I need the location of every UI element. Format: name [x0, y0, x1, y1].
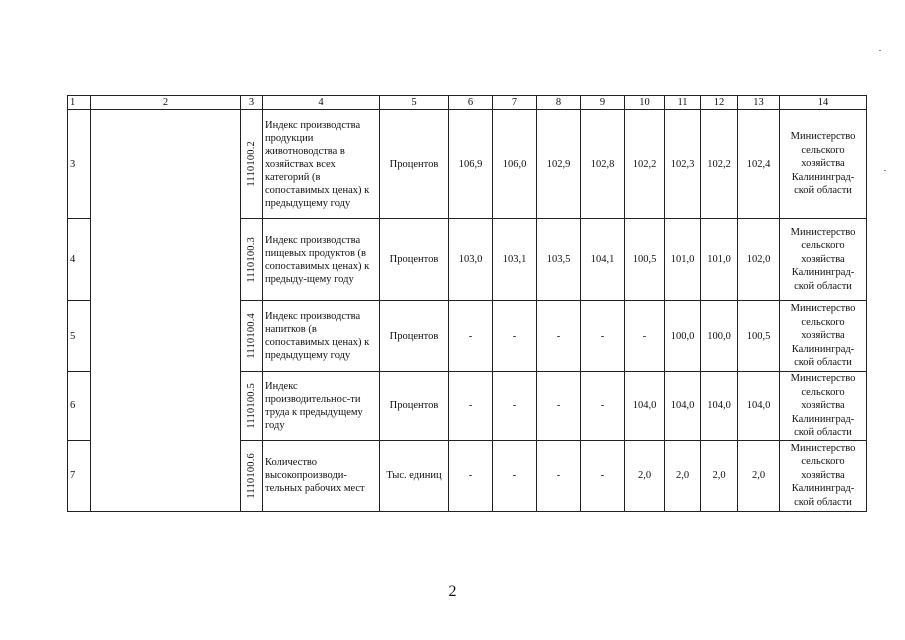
value-cell: -: [493, 372, 537, 441]
header-cell-3: 3: [241, 96, 263, 110]
value-cell: 104,0: [665, 372, 701, 441]
header-cell-12: 12: [701, 96, 738, 110]
value-cell: 102,0: [738, 219, 780, 301]
unit-cell: Процентов: [380, 301, 449, 372]
value-cell: -: [449, 440, 493, 511]
indicator-code-text: 1110100.3: [246, 236, 257, 283]
header-cell-2: 2: [91, 96, 241, 110]
value-cell: 2,0: [665, 440, 701, 511]
header-cell-4: 4: [263, 96, 380, 110]
value-cell: -: [581, 440, 625, 511]
value-cell: -: [537, 372, 581, 441]
indicator-code: [241, 301, 263, 372]
row-number: 4: [68, 219, 91, 301]
header-cell-14: 14: [780, 96, 867, 110]
value-cell: -: [581, 372, 625, 441]
value-cell: 100,5: [738, 301, 780, 372]
indicator-code-text: 1110100.6: [246, 452, 257, 499]
header-cell-13: 13: [738, 96, 780, 110]
row-number: 5: [68, 301, 91, 372]
responsible-cell: Министерство сельского хозяйства Калининград-ской области: [780, 110, 867, 219]
value-cell: 100,5: [625, 219, 665, 301]
value-cell: 2,0: [701, 440, 738, 511]
value-cell: 106,0: [493, 110, 537, 219]
value-cell: 2,0: [625, 440, 665, 511]
header-cell-5: 5: [380, 96, 449, 110]
header-cell-10: 10: [625, 96, 665, 110]
value-cell: -: [493, 301, 537, 372]
indicator-code: [241, 110, 263, 219]
unit-cell: Процентов: [380, 372, 449, 441]
value-cell: 104,0: [701, 372, 738, 441]
indicator-name: Индекс производительнос-ти труда к предыдущему году: [263, 372, 380, 441]
indicator-name: Индекс производства продукции животноводства в хозяйствах всех категорий (в сопоставимых ценах) к предыдущему году: [263, 110, 380, 219]
value-cell: -: [537, 301, 581, 372]
row-number: 3: [68, 110, 91, 219]
header-cell-7: 7: [493, 96, 537, 110]
table-row: [68, 110, 867, 219]
indicator-code: [241, 372, 263, 441]
header-row: [68, 96, 867, 110]
scan-speck: [879, 50, 881, 51]
value-cell: 103,0: [449, 219, 493, 301]
value-cell: 104,0: [625, 372, 665, 441]
unit-cell: Процентов: [380, 219, 449, 301]
indicator-name: Количество высокопроизводи-тельных рабочих мест: [263, 440, 380, 511]
value-cell: 102,3: [665, 110, 701, 219]
header-cell-6: 6: [449, 96, 493, 110]
header-cell-8: 8: [537, 96, 581, 110]
header-cell-11: 11: [665, 96, 701, 110]
responsible-cell: Министерство сельского хозяйства Калининград-ской области: [780, 301, 867, 372]
value-cell: 2,0: [738, 440, 780, 511]
indicator-name: Индекс производства напитков (в сопоставимых ценах) к предыдущему году: [263, 301, 380, 372]
value-cell: 102,9: [537, 110, 581, 219]
unit-cell: Процентов: [380, 110, 449, 219]
merged-column-2: [91, 110, 241, 512]
row-number: 6: [68, 372, 91, 441]
value-cell: 104,1: [581, 219, 625, 301]
value-cell: 106,9: [449, 110, 493, 219]
indicator-code-text: 1110100.2: [246, 141, 257, 187]
value-cell: 103,5: [537, 219, 581, 301]
indicator-code-text: 1110100.5: [246, 382, 257, 429]
indicator-code-text: 1110100.4: [246, 313, 257, 359]
responsible-cell: Министерство сельского хозяйства Калининград-ской области: [780, 372, 867, 441]
value-cell: 102,2: [625, 110, 665, 219]
responsible-cell: Министерство сельского хозяйства Калининград-ской области: [780, 219, 867, 301]
row-number: 7: [68, 440, 91, 511]
indicator-code: [241, 440, 263, 511]
value-cell: 102,4: [738, 110, 780, 219]
value-cell: 102,2: [701, 110, 738, 219]
value-cell: 102,8: [581, 110, 625, 219]
value-cell: 103,1: [493, 219, 537, 301]
header-cell-9: 9: [581, 96, 625, 110]
value-cell: -: [581, 301, 625, 372]
scan-speck: [884, 170, 886, 171]
indicator-name: Индекс производства пищевых продуктов (в сопоставимых ценах) к предыду-щему году: [263, 219, 380, 301]
value-cell: 100,0: [665, 301, 701, 372]
header-cell-1: 1: [68, 96, 91, 110]
value-cell: 100,0: [701, 301, 738, 372]
value-cell: -: [625, 301, 665, 372]
value-cell: -: [537, 440, 581, 511]
page-number: 2: [448, 583, 457, 600]
indicators-table: [67, 95, 867, 512]
indicator-code: [241, 219, 263, 301]
value-cell: 101,0: [665, 219, 701, 301]
value-cell: -: [493, 440, 537, 511]
responsible-cell: Министерство сельского хозяйства Калининград-ской области: [780, 440, 867, 511]
value-cell: 101,0: [701, 219, 738, 301]
value-cell: -: [449, 372, 493, 441]
value-cell: -: [449, 301, 493, 372]
value-cell: 104,0: [738, 372, 780, 441]
unit-cell: Тыс. единиц: [380, 440, 449, 511]
